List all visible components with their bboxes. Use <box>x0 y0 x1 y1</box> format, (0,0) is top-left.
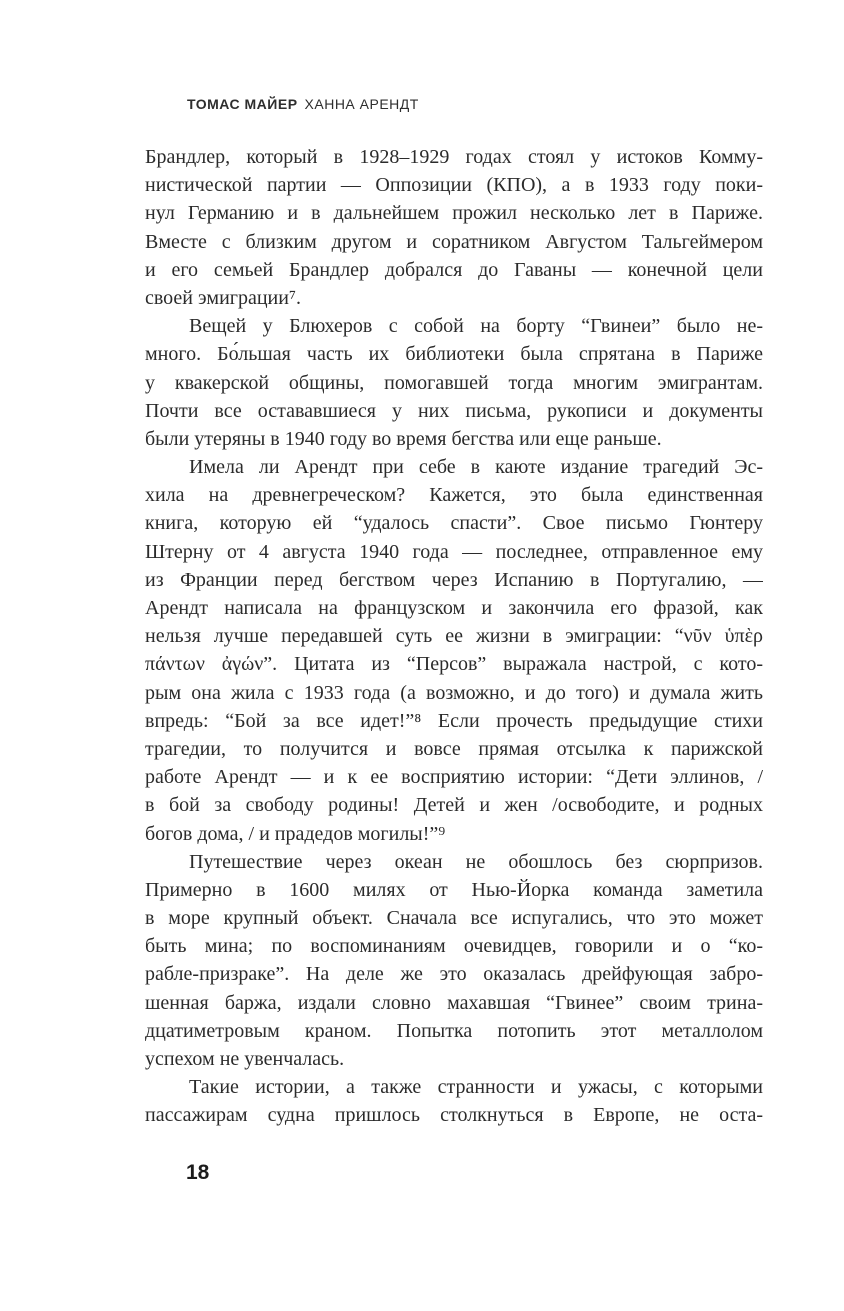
text-line: Брандлер, который в 1928–1929 годах стоял у истоков Комму- <box>145 146 763 168</box>
text-line: успехом не увенчалась. <box>145 1048 345 1070</box>
page-number: 18 <box>186 1161 210 1184</box>
paragraph <box>145 143 763 312</box>
text-line: Такие истории, а также странности и ужасы, с которыми <box>189 1076 763 1099</box>
text-line: быть мина; по воспоминаниям очевидцев, говорили и о “ко- <box>145 935 763 958</box>
running-header-book-title: ХАННА АРЕНДТ <box>304 96 419 112</box>
text-line: трагедии, то получится и вовсе прямая отсылка к парижской <box>145 737 763 760</box>
text-line: книга, которую ей “удалось спасти”. Свое письмо Гюнтеру <box>145 512 763 535</box>
text-line: и его семьей Брандлер добрался до Гаваны — конечной цели <box>145 258 763 281</box>
paragraph <box>145 848 763 1074</box>
text-line: дцатиметровым краном. Попытка потопить этот металлолом <box>145 1019 763 1042</box>
text-line: были утеряны в 1940 году во время бегства или еще раньше. <box>145 427 662 450</box>
text-line: рабле-призраке”. На деле же это оказалась дрейфующая забро- <box>145 963 763 986</box>
text-line: из Франции перед бегством через Испанию в Португалию, — <box>145 568 763 591</box>
text-line: богов дома, / и прадедов могилы!”⁹ <box>145 822 446 845</box>
text-line: нельзя лучше передавшей суть ее жизни в эмиграции: “νῦν ὑπὲρ <box>145 625 763 648</box>
text-line: шенная баржа, издали словно махавшая “Гвинее” своим трина- <box>145 991 763 1014</box>
text-line: нистической партии — Оппозиции (КПО), а в 1933 году поки- <box>145 174 763 197</box>
text-line: Примерно в 1600 милях от Нью-Йорка команда заметила <box>145 878 763 901</box>
text-line: πάντων ἀγών”. Цитата из “Персов” выражала настрой, с кото- <box>145 653 763 676</box>
text-block <box>145 143 763 1130</box>
text-line: у квакерской общины, помогавшей тогда многим эмигрантам. <box>145 371 763 394</box>
text-line: в бой за свободу родины! Детей и жен /освободите, и родных <box>145 794 763 817</box>
running-header <box>187 96 419 112</box>
running-header-author: ТОМАС МАЙЕР <box>187 96 298 112</box>
text-line: Вещей у Блюхеров с собой на борту “Гвинеи” было не- <box>189 315 763 338</box>
text-line: много. Бо́льшая часть их библиотеки была спрятана в Париже <box>145 343 763 366</box>
text-line: Вместе с близким другом и соратником Августом Тальгеймером <box>145 230 763 253</box>
text-line: своей эмиграции⁷. <box>145 286 301 309</box>
text-line: Почти все остававшиеся у них письма, рукописи и документы <box>145 399 763 422</box>
text-line: рым она жила с 1933 года (а возможно, и до того) и думала жить <box>145 681 763 704</box>
paragraph <box>145 1073 763 1129</box>
text-line: впредь: “Бой за все идет!”⁸ Если прочесть предыдущие стихи <box>145 709 763 732</box>
text-line: хила на древнегреческом? Кажется, это была единственная <box>145 484 763 507</box>
text-line: пассажирам судна пришлось столкнуться в Европе, не оста- <box>145 1104 763 1127</box>
text-line: нул Германию и в дальнейшем прожил несколько лет в Париже. <box>145 202 763 225</box>
text-line: Арендт написала на французском и закончила его фразой, как <box>145 597 763 619</box>
paragraph <box>145 453 763 848</box>
paragraph <box>145 312 763 453</box>
text-line: работе Арендт — и к ее восприятию истории: “Дети эллинов, / <box>145 766 763 789</box>
text-line: в море крупный объект. Сначала все испугались, что это может <box>145 907 763 930</box>
text-line: Штерну от 4 августа 1940 года — последнее, отправленное ему <box>145 540 763 563</box>
text-line: Путешествие через океан не обошлось без сюрпризов. <box>189 850 763 873</box>
text-line: Имела ли Арендт при себе в каюте издание трагедий Эс- <box>189 456 763 479</box>
